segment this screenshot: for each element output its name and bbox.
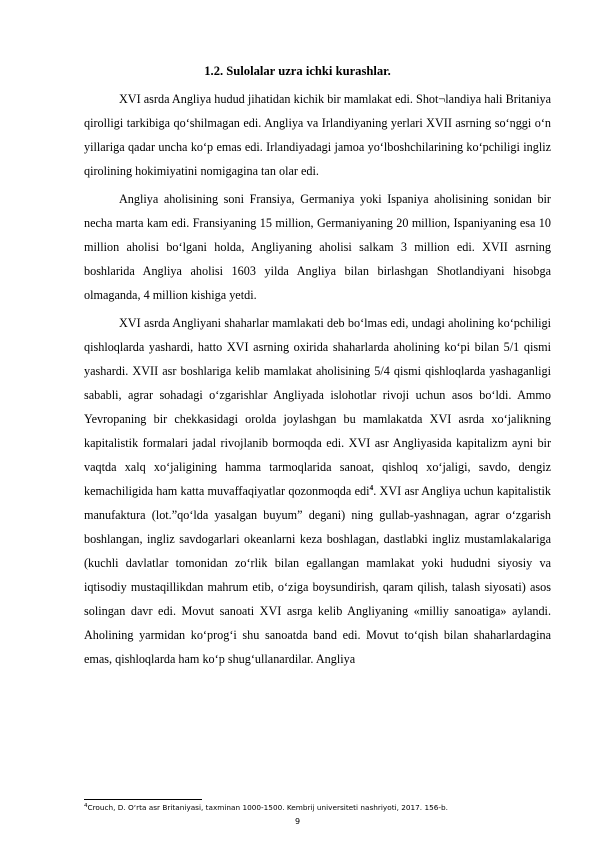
paragraph-3-text-before-ref: XVI asrda Angliyani shaharlar mamlakati deb bo‘lmas edi, undagi aholining ko‘pchiligi qishloqlarda yashardi, hatto XVI asrning oxirida shaharlarda aholining ko‘pi bilan 5/1 qismi yashardi. XVII asr boshlariga kelib mamlakat aholisining 5/4 qismi qishloqlarda yashaganligi sababli, agrar sohadagi o‘zgarishlar Angliyada islohotlar rivoji uchun asos bo‘ldi. Ammo Yevropaning bir chekkasidagi orolda joylashgan bu mamlakatda XVI asrda xo‘jalikning kapitalistik formalari jadal rivojlanib bormoqda edi. XVI asr Angliyasida kapitalizm ayni bir vaqtda xalq xo‘jaligining hamma tarmoqlarida sanoat, qishloq xo‘jaligi, savdo, dengiz kemachiligida ham katta muvaffaqiyatlar qozonmoqda edi	[84, 316, 551, 498]
body-text	[84, 87, 551, 675]
footnote-text: Crouch, D. O‘rta asr Britaniyasi, taxminan 1000-1500. Kembrij universiteti nashriyoti, 2017. 156-b.	[87, 803, 448, 812]
paragraph-3-text-after-ref: . XVI asr Angliya uchun kapitalistik manufaktura (lot.”qo‘lda yasalgan buyum” degani) ning gullab-yashnagan, agrar o‘zgarish boshlangan, ingliz savdogarlari okeanlarni keza boshlagan, dastlabki ingliz mustamlakalariga (kuchli davlatlar tomonidan zo‘rlik bilan egallangan mamlakat yoki hududni siyosiy va iqtisodiy mustaqillikdan mahrum etib, o‘ziga boysundirish, qaram qilish, talash siyosati) asos solingan davr edi. Movut sanoati XVI asrga kelib Angliyaning «milliy sanoatiga» aylandi. Aholining yarmidan ko‘prog‘i shu sanoatda band edi. Movut to‘qish bilan shaharlardagina emas, qishloqlarda ham ko‘p shug‘ullanardilar. Angliya	[84, 484, 551, 666]
section-heading: 1.2. Sulolalar uzra ichki kurashlar.	[204, 64, 391, 78]
paragraph-3	[84, 311, 551, 671]
footnote-separator	[84, 799, 202, 800]
page-number: 9	[294, 817, 301, 826]
paragraph-2: Angliya aholisining soni Fransiya, Germaniya yoki Ispaniya aholisining sonidan bir necha marta kam edi. Fransiyaning 15 million, Germaniyaning 20 million, Ispaniyaning esa 10 million aholisi bo‘lgani holda, Angliyaning aholisi salkam 3 million edi. XVII asrning boshlarida Angliya aholisi 1603 yilda Angliya bilan birlashgan Shotlandiyani hisobga olmaganda, 4 million kishiga yetdi.	[84, 192, 551, 302]
footnote	[84, 803, 448, 812]
footnote-marker: 4	[84, 803, 88, 809]
footnote-reference[interactable]: 4	[369, 483, 374, 492]
paragraph-1: XVI asrda Angliya hudud jihatidan kichik bir mamlakat edi. Shot¬landiya hali Britaniya qirolligi tarkibiga qo‘shilmagan edi. Angliya va Irlandiyaning yerlari XVII asrning so‘nggi o‘n yillariga qadar uncha ko‘p emas edi. Irlandiyadagi jamoa yo‘lboshchilarining ko‘pchiligi ingliz qirolining hokimiyatini nomigagina tan olar edi.	[84, 92, 551, 178]
